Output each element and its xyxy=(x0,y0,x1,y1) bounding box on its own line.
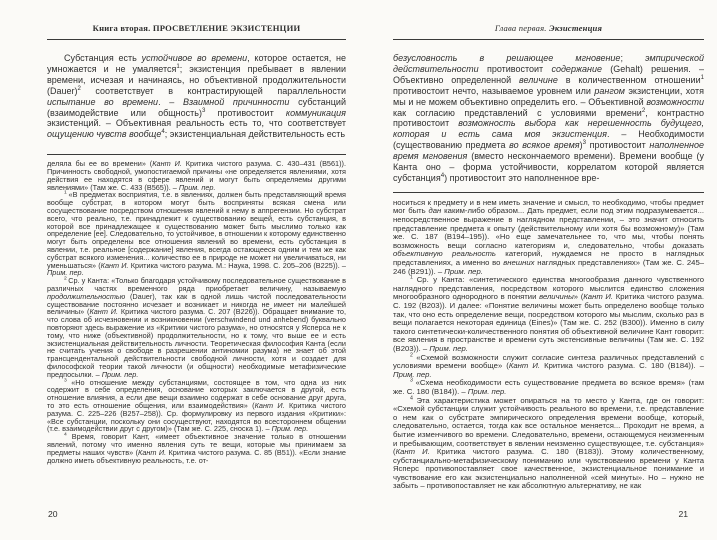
text-segment: ; xyxy=(620,53,646,63)
paragraph xyxy=(47,277,346,378)
text-segment: коммуникация xyxy=(285,107,346,118)
text-segment: Критика чистого разума. С. 180 (B183)). Этому количественному, субстанциально-метафизическому пониманию или чувствованию времени у Канта Ясперс противопоставляет свое качественное, экзистенциальное понимание и чувствование его как экзистенциально наполненной «сей минуты». Но – нужно не забыть – противопоставляет не как абсолютную альтернативу, не как xyxy=(393,447,704,491)
footnote-reference: 2 xyxy=(77,84,81,92)
text-segment: Прим. пер. xyxy=(178,182,216,192)
text-segment: Критика чистого разума. С. 85 (B51)). «Если знание должно иметь объективную реальность, т.е. от- xyxy=(47,447,346,465)
text-segment: величины xyxy=(539,292,574,302)
text-segment: ) противостоит это наполненное вре- xyxy=(444,172,600,183)
page-number-left: 20 xyxy=(48,509,58,519)
text-segment: Эта характеристика может опираться на то место у Канта, где он говорит: «Схемой субстанции служит устойчивость реального во времени, т.е. представление о нем как о субстрате эмпирического определения времени вообще, который, следовательно, остается, тогда как все остальное меняется... Проходит не время, а бытие изменчивого во времени. Следовательно, времени, остающемуся неизменным и пребывающим, соответствует в явлении неизменно существующее, т.е. субстанция» ( xyxy=(393,395,704,457)
paragraph xyxy=(393,53,704,184)
text-segment: Кант И. xyxy=(395,447,430,457)
text-segment: эмпирической действительности xyxy=(393,53,704,74)
footnote-marker: 2 xyxy=(64,276,69,282)
text-segment: дан xyxy=(428,206,442,216)
text-segment: экзистенций. – Объективная реальность есть то, что соответствует xyxy=(47,118,346,129)
running-header-left xyxy=(47,23,346,40)
page-right xyxy=(393,23,705,519)
text-segment: деляла бы ее во времени» ( xyxy=(47,159,153,169)
footnotes-right xyxy=(393,199,704,491)
footnote-reference: 3 xyxy=(201,106,206,114)
text-segment: , контрастно противостоит xyxy=(393,107,705,129)
text-segment: продолжительностью xyxy=(47,291,126,301)
text-segment: в количественном отношении xyxy=(557,74,701,85)
text-segment: Кант И. xyxy=(254,400,285,410)
text-segment: рангом xyxy=(594,85,625,96)
paragraph xyxy=(393,394,704,492)
text-segment: Ср. у Канта: «Только благодаря устойчивому последовательное существование в различных частях временного ряда приобретает величину, называемую xyxy=(47,276,346,293)
footnote-separator-left xyxy=(47,154,346,155)
text-segment: внешних xyxy=(503,258,535,268)
text-segment: содержание xyxy=(551,63,603,74)
text-segment: во всякое время xyxy=(509,140,580,151)
text-segment: Кант И. xyxy=(583,292,614,302)
paragraph xyxy=(47,191,346,277)
text-segment: Кант И. xyxy=(508,361,541,371)
footnote-marker: 3 xyxy=(410,377,416,384)
text-segment: безусловность в решающее мгновение xyxy=(393,53,621,63)
page-left xyxy=(47,23,347,519)
text-segment: «Схемой возможности служит согласие синтеза различных представлений с условиями времени вообще» ( xyxy=(393,352,704,371)
text-segment: объективную реальность xyxy=(393,249,496,259)
text-segment: Кант И. xyxy=(89,307,119,317)
text-segment: Прим. пер. xyxy=(271,424,309,434)
text-segment: наполненное время мгновения xyxy=(393,140,704,162)
text-segment: величине xyxy=(518,74,558,85)
text-segment: (Dauer), так как в одной лишь чистой последовательности существование постоянно исчезает и возникает и никогда не имеет ни малейшей величины» ( xyxy=(47,291,346,317)
text-segment: Прим. пер. xyxy=(444,266,483,276)
text-segment: , которое остается, не умножается и не умаляется xyxy=(47,53,347,74)
page-number-right: 21 xyxy=(678,509,688,519)
footnote-reference: 1 xyxy=(176,62,180,70)
text-segment: наглядных представлениях» (Там же. С. 245–246 (B291)). – xyxy=(393,258,704,276)
text-segment: Критика чистого разума. С. 225–226 (B257–258)). Ср. формулировку из первого издания «Критики»: «Все субстанции, поскольку они сосуществуют, находятся во всестороннем общении (т.е. взаимодействии друг с другом)» (Там же. С. 225, сноска 1). – xyxy=(47,400,346,434)
text-segment: противостоит xyxy=(478,63,552,74)
text-segment: соответствует в контрастирующей параллельности xyxy=(80,85,346,96)
footnote-reference: 4 xyxy=(440,171,445,179)
text-segment: возможности xyxy=(646,96,704,107)
text-segment: ) xyxy=(579,140,583,151)
paragraph xyxy=(47,53,346,140)
text-segment: категорий, нуждаемся не просто в наглядных представлениях, а именно во xyxy=(393,249,704,268)
text-segment: ощущению чувств вообще xyxy=(47,129,162,140)
book-part-title: ПРОСВЕТЛЕНИЕ ЭКЗИСТЕНЦИИ xyxy=(152,23,301,33)
footnote-marker: 3 xyxy=(64,378,72,384)
text-segment: Кант И. xyxy=(138,447,167,457)
footnote-reference: 2 xyxy=(641,106,646,114)
paragraph xyxy=(47,160,346,191)
text-segment: Ср. у Канта: «синтетического единства многообразия данного чувственного наглядного представления, посредством которого мыслится единство сложения многообразного однородного в понятии xyxy=(393,275,704,302)
text-segment: Кант И. xyxy=(152,159,182,169)
text-segment: Прим. пер. xyxy=(101,369,139,379)
text-segment: носиться к предмету и в нем иметь значение и смысл, то необходимо, чтобы предмет мог быть xyxy=(393,197,704,216)
text-segment: Прим. пер. xyxy=(429,343,468,353)
main-text-left xyxy=(47,53,346,140)
text-segment: Кант И. xyxy=(100,260,129,270)
text-segment: противостоит нечто, называемое уровнем или xyxy=(393,85,595,96)
text-segment: Взаимной причинности xyxy=(182,96,290,107)
text-segment: . – Необходимости (существованию предмета xyxy=(393,129,704,151)
paragraph xyxy=(393,379,704,396)
text-segment: Субстанция есть xyxy=(64,53,142,63)
footnote-reference: 1 xyxy=(700,73,705,81)
text-segment: Критика чистого разума. М.: Наука, 1998. С. 205–206 (B225)). – xyxy=(128,260,346,270)
text-segment: (Gehalt) решения. – Объективно определенной xyxy=(393,63,704,85)
text-segment: . – xyxy=(158,96,183,107)
text-segment: «В предметах восприятия, т.е. в явлениях, должен быть представляющий время вообще субстрат, в котором могут быть восприняты всякая смена или сосуществование посредством отношения явлений к нему в аппрегензии. Но субстрат всего, что реально, т.е. принадлежит к существованию вещей, есть субстанция, в которой все принадлежащее к существованию может быть мыслимо только как определение [ее]. Следовательно, то устойчивое, в отношении к которому единственно могут быть определены все отношения явлений во времени, есть субстанция в явлении, т.е. реальное [содержание] явления, всегда остающееся одним и тем же как субстрат всякого изменения... количество ее в природе не может ни увеличиваться, ни уменьшаться» ( xyxy=(47,190,346,270)
text-segment: ; экзистенция пребывает в явлении времени, исчезая и начинаясь, но объективной продолжительности (Dauer) xyxy=(47,63,346,96)
text-segment: «Схема необходимости есть существование предмета во всякое время» (там же. С. 180 (B184)). – xyxy=(393,378,704,396)
text-segment: Критика чистого разума. С. 192 (B203)). И далее: «Понятие величины может быть определено вообще только так, что оно есть определение вещи, посредством которого мы мыслим, сколько раз в вещи полагается некоторая единица (Eines)» (Там же. С. 252 (B300)). Именно в силу такого синтетически-количественного понятия об объективной величине Кант говорит: все явления в пространстве и времени суть экстенсивные величины (Там же. С. 192 (B203)). – xyxy=(393,292,704,353)
text-segment: каким-либо образом... Дать предмет, если под этим подразумевается... непосредственное выражение в наглядном представлении, – это значит относить представление предмета к опыту (действительному или хотя бы возможному)» (Там же. С. 187 (B194–195)). «Но еще замечательнее то, что мы, чтобы понять возможность вещи согласно категориям и, следовательно, чтобы доказать xyxy=(393,206,705,250)
text-segment: возможность выбора как нерешенность будущего, которая и есть сама моя экзистенция xyxy=(393,118,704,140)
paragraph xyxy=(47,433,346,464)
text-segment: Критика чистого разума. С. 207 (B226)). Обращает внимание то, что слова об исчезновении и возникновении (verschwindend und anhebend) буквально повторяют здесь выражение из «Критики чистого разума», но относятся у Ясперса не к тому, что ниже (объективной) продолжительности, но к тому, что выше ее и есть экзистенциальная действительность личности. Теоретическая философия Канта (если не считать учения о свободе в разрешении антиномии разума) не знает об этой трансцендентальной действительности свободной личности, хотя и создает для философской теории такой личности (и общности) необходимые метафизические предпосылки. – xyxy=(47,307,346,379)
text-segment: » ( xyxy=(573,292,584,302)
running-header-right xyxy=(393,23,704,40)
text-segment: Прим. пер. xyxy=(467,386,507,396)
text-segment: как согласию представлений с условиями времени xyxy=(393,107,642,118)
main-text-right xyxy=(393,53,704,184)
footnote-marker: 2 xyxy=(410,352,417,358)
footnote-reference: 4 xyxy=(161,128,165,136)
paragraph xyxy=(47,379,346,434)
footnote-marker: 4 xyxy=(410,394,417,401)
paragraph xyxy=(393,199,704,276)
footnotes-left xyxy=(47,160,346,464)
text-segment: противостоит xyxy=(205,107,286,118)
paragraph xyxy=(393,276,704,353)
text-segment: противостоит xyxy=(585,140,650,151)
text-segment: Прим. пер. xyxy=(47,268,84,278)
text-segment: Критика чистого разума. С. 430–431 (B561)). Причинность свободной, умопостигаемой причины «не определяется явлениями, хотя действия ее находятся в сфере явлений и могут быть определяемы другими явлениями» (Там же. С. 433 (B565)). – xyxy=(47,159,346,192)
book-part-label: Книга вторая. xyxy=(92,23,151,33)
paragraph xyxy=(393,354,704,380)
text-segment: экзистенции, хотя мы и не можем объективно определить его. – Объективной xyxy=(393,85,704,107)
text-segment: Время, говорит Кант, «имеет объективное значение только в отношении явлений, потому что именно явления суть те вещи, которые мы принимаем за предметы наших чувств» ( xyxy=(47,432,346,457)
chapter-title: Экзистенция xyxy=(549,23,603,33)
text-segment: субстанций (взаимодействие или общность) xyxy=(47,96,346,118)
footnote-marker: 1 xyxy=(64,191,69,197)
text-segment: испытание во времени xyxy=(47,96,159,107)
footnote-separator-right xyxy=(393,192,704,193)
footnote-marker: 1 xyxy=(410,274,417,281)
text-segment: ; экзистенциальная действительность есть xyxy=(164,129,346,140)
text-segment: Критика чистого разума. С. 180 (B184)). – xyxy=(540,361,704,371)
footnote-reference: 3 xyxy=(582,139,586,147)
chapter-label: Глава первая. xyxy=(494,23,547,33)
text-segment: Прим. пер. xyxy=(393,369,432,379)
text-segment: «Но отношение между субстанциями, состоящее в том, что одна из них содержит в себе определения, основание которых заключается в другой, есть отношение влияния, а если две вещи взаимно содержат в себе основание друг друга, то это есть отношение общения, или взаимодействия» ( xyxy=(47,377,346,410)
footnote-marker: 4 xyxy=(64,432,72,438)
text-segment: устойчивое во времени xyxy=(141,53,248,63)
text-segment: (вместо нескончаемого времени). Времени вообще (у Канта оно – форма устойчивости, коррелатом которой является субстанция xyxy=(393,151,704,183)
